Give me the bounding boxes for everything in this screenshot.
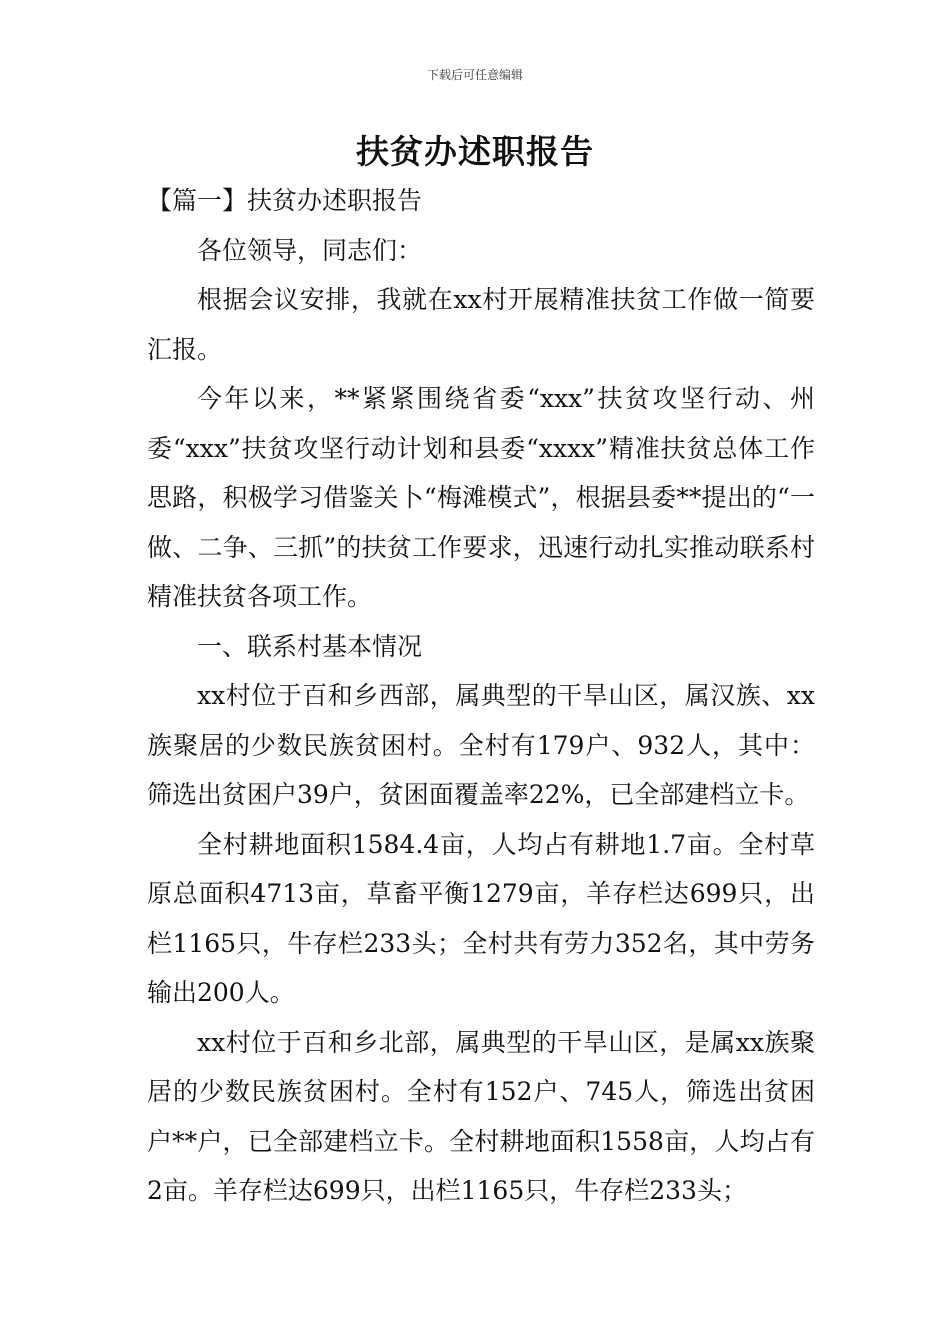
- salutation: 各位领导，同志们：: [197, 235, 423, 265]
- header-note: 下载后可任意编辑: [426, 68, 523, 82]
- paragraph-village-one: xx村位于百和乡西部，属典型的干旱山区，属汉族、xx族聚居的少数民族贫困村。全村有179户、932人，其中：筛选出贫困户39户，贫困面覆盖率22%，已全部建档立卡。: [147, 681, 815, 809]
- paragraph-intro: 根据会议安排，我就在xx村开展精准扶贫工作做一简要汇报。: [147, 285, 815, 364]
- paragraph-farmland: 全村耕地面积1584.4亩，人均占有耕地1.7亩。全村草原总面积4713亩，草畜平衡1279亩，羊存栏达699只，出栏1165只，牛存栏233头；全村共有劳力352名，其中劳务输出200人。: [147, 829, 815, 1007]
- paragraph-background: 今年以来，**紧紧围绕省委“xxx”扶贫攻坚行动、州委“xxx”扶贫攻坚行动计划和县委“xxxx”精准扶贫总体工作思路，积极学习借鉴关卜“梅滩模式”，根据县委**提出的“一做、二争、三抓”的扶贫工作要求，迅速行动扎实推动联系村精准扶贫各项工作。: [147, 384, 815, 611]
- subheading-village-info: 一、联系村基本情况: [197, 631, 423, 661]
- document-body: [147, 176, 815, 1216]
- paragraph-village-two: xx村位于百和乡北部，属典型的干旱山区，是属xx族聚居的少数民族贫困村。全村有152户、745人，筛选出贫困户**户，已全部建档立卡。全村耕地面积1558亩，人均占有2亩。羊存栏达699只，出栏1165只，牛存栏233头；: [147, 1027, 815, 1205]
- section-heading: 【篇一】扶贫办述职报告: [147, 186, 423, 215]
- document-title: 扶贫办述职报告: [356, 132, 594, 171]
